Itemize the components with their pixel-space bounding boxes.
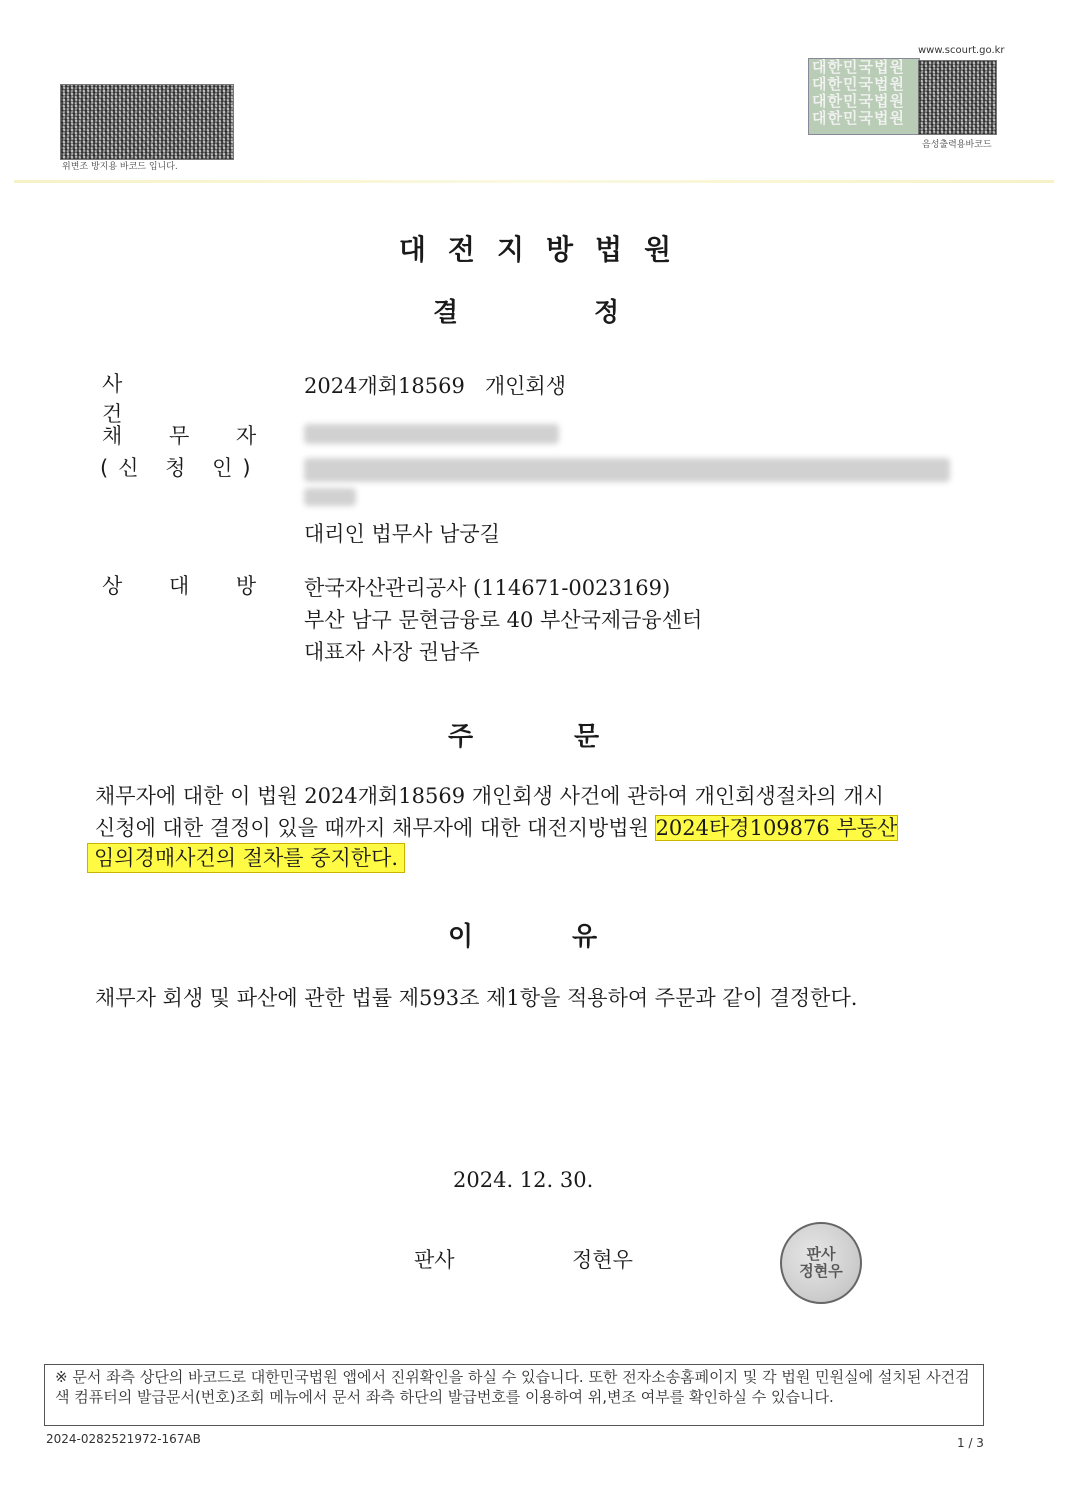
mark-line: 대한민국법원 xyxy=(812,75,905,93)
reason-heading-right: 유 xyxy=(572,922,598,952)
issue-number: 2024-0282521972-167AB xyxy=(46,1432,201,1446)
order-heading-left: 주 xyxy=(448,722,474,752)
voice-output-barcode xyxy=(918,60,997,135)
doc-type-left: 결 xyxy=(433,298,459,328)
redacted-debtor-address xyxy=(304,458,950,482)
court-name: 대전지방법원 xyxy=(398,233,694,266)
order-line-2-plain: 신청에 대한 결정이 있을 때까지 채무자에 대한 대전지방법원 xyxy=(95,816,656,840)
case-label xyxy=(102,368,217,428)
mark-line: 대한민국법원 xyxy=(812,109,905,127)
highlighted-case-number: 2024타경109876 부동산 xyxy=(655,816,898,840)
reason-heading-left: 이 xyxy=(448,922,474,952)
judge-seal-text: 판사 정현우 xyxy=(799,1245,843,1280)
header-divider xyxy=(14,180,1054,183)
judge-title: 판사 xyxy=(414,1248,455,1272)
page-number: 1 / 3 xyxy=(957,1436,984,1450)
case-label-text: 사 건 xyxy=(102,372,183,426)
mark-line: 대한민국법원 xyxy=(812,92,905,110)
judge-seal-icon xyxy=(780,1222,862,1304)
site-url: www.scourt.go.kr xyxy=(918,45,1005,56)
doc-type-right: 정 xyxy=(594,298,620,328)
order-line-2 xyxy=(95,812,897,842)
court-watermark-mark xyxy=(808,58,920,135)
redacted-debtor-name xyxy=(304,424,559,444)
debtor-label: 채 무 자 xyxy=(102,424,277,448)
order-heading-right: 문 xyxy=(574,722,600,752)
case-value: 2024개회18569 개인회생 xyxy=(304,374,566,398)
decision-date: 2024. 12. 30. xyxy=(453,1168,594,1192)
counterparty-name: 한국자산관리공사 (114671-0023169) xyxy=(304,576,671,600)
redacted-debtor-address-cont xyxy=(304,488,356,506)
judge-name: 정현우 xyxy=(572,1248,633,1272)
order-line-1: 채무자에 대한 이 법원 2024개회18569 개인회생 사건에 관하여 개인회생절차의 개시 xyxy=(95,784,884,808)
order-line-3 xyxy=(88,842,404,872)
counterparty-representative: 대표자 사장 권남주 xyxy=(304,640,480,664)
highlighted-order-text: 임의경매사건의 절차를 중지한다. xyxy=(88,844,404,872)
debtor-sublabel: (신 청 인) xyxy=(100,456,261,480)
verification-notice: ※ 문서 좌측 상단의 바코드로 대한민국법원 앱에서 진위확인을 하실 수 있습니다. 또한 전자소송홈페이지 및 각 법원 민원실에 설치된 사건검색 컴퓨터의 발급문서(번호)조회 메뉴에서 문서 좌측 하단의 발급번호를 이용하여 위,변조 여부를 확인하실 수 있습니다. xyxy=(44,1364,984,1426)
forgery-prevention-barcode xyxy=(60,84,234,160)
right-barcode-caption: 음성출력용바코드 xyxy=(922,140,992,150)
left-barcode-caption: 위변조 방지용 바코드 입니다. xyxy=(62,162,178,172)
counterparty-address: 부산 남구 문현금융로 40 부산국제금융센터 xyxy=(304,608,703,632)
reason-text: 채무자 회생 및 파산에 관한 법률 제593조 제1항을 적용하여 주문과 같이 결정한다. xyxy=(95,986,858,1010)
counterparty-label: 상 대 방 xyxy=(102,574,277,598)
debtor-agent: 대리인 법무사 남궁길 xyxy=(304,522,500,546)
mark-line: 대한민국법원 xyxy=(812,58,905,76)
